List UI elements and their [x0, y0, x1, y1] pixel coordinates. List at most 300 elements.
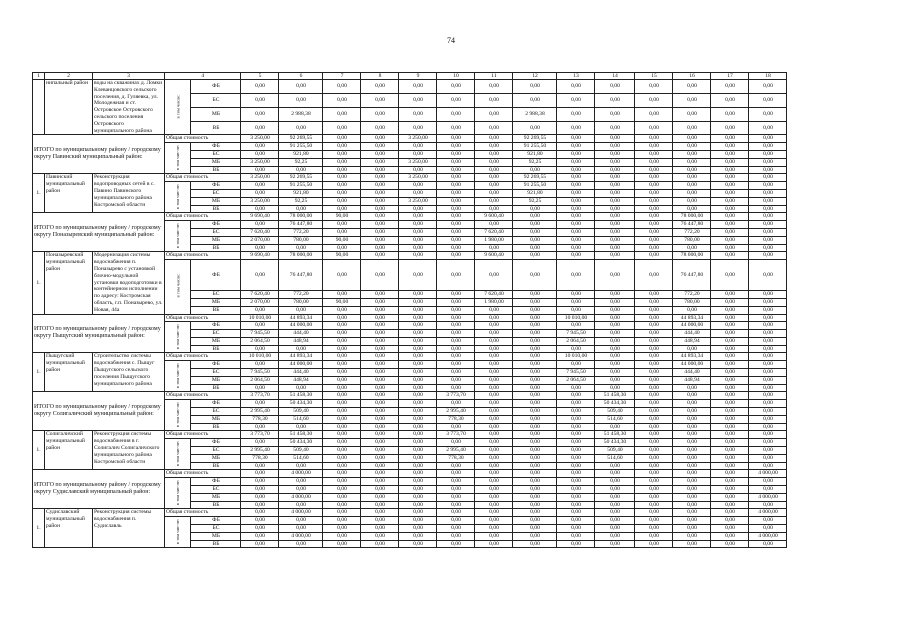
- value-cell: 0,00: [513, 314, 557, 322]
- value-cell: 0,00: [437, 135, 475, 143]
- value-cell: 0,00: [635, 540, 673, 548]
- value-cell: 0,00: [361, 236, 399, 244]
- value-cell: 0,00: [475, 260, 513, 291]
- value-cell: 0,00: [475, 439, 513, 447]
- value-cell: 0,00: [437, 150, 475, 158]
- row-label: ВБ: [191, 205, 241, 213]
- value-cell: 0,00: [399, 454, 437, 462]
- value-cell: 0,00: [595, 197, 635, 205]
- row-label: ВБ: [191, 501, 241, 509]
- column-number: 2: [45, 73, 93, 80]
- value-cell: 4 000,00: [749, 470, 787, 478]
- value-cell: 0,00: [361, 431, 399, 439]
- value-cell: 0,00: [557, 143, 595, 151]
- project-description: Реконструкция системы водоснабжения в г. Солигалич Солигаличского муниципального района Костромской области: [93, 431, 165, 470]
- row-label: МБ: [191, 493, 241, 501]
- value-cell: 0,00: [595, 509, 635, 517]
- value-cell: 0,00: [437, 337, 475, 345]
- value-cell: 0,00: [241, 400, 279, 408]
- value-cell: 0,00: [673, 517, 711, 525]
- value-cell: 0,00: [361, 400, 399, 408]
- value-cell: 0,00: [711, 80, 749, 94]
- value-cell: 0,00: [673, 408, 711, 416]
- value-cell: 0,00: [557, 107, 595, 121]
- value-cell: 0,00: [361, 182, 399, 190]
- value-cell: 0,00: [557, 392, 595, 400]
- value-cell: 0,00: [635, 221, 673, 229]
- row-label: ВБ: [191, 540, 241, 548]
- value-cell: 0,00: [711, 135, 749, 143]
- row-label: ВБ: [191, 345, 241, 353]
- value-cell: 0,00: [513, 376, 557, 384]
- value-cell: 0,00: [749, 423, 787, 431]
- value-cell: 0,00: [557, 478, 595, 486]
- value-cell: 0,00: [475, 540, 513, 548]
- value-cell: 0,00: [475, 182, 513, 190]
- value-cell: 0,00: [361, 478, 399, 486]
- value-cell: 0,00: [749, 158, 787, 166]
- value-cell: 2 064,50: [241, 376, 279, 384]
- value-cell: 50 434,30: [279, 400, 323, 408]
- row-label: ФБ: [191, 400, 241, 408]
- value-cell: 0,00: [475, 322, 513, 330]
- value-cell: 509,40: [279, 447, 323, 455]
- value-cell: 0,00: [361, 369, 399, 377]
- value-cell: 0,00: [361, 517, 399, 525]
- value-cell: 3 250,00: [241, 197, 279, 205]
- value-cell: 0,00: [595, 384, 635, 392]
- value-cell: 0,00: [323, 322, 361, 330]
- value-cell: 0,00: [475, 166, 513, 174]
- value-cell: 0,00: [673, 392, 711, 400]
- value-cell: 3 250,00: [399, 197, 437, 205]
- value-cell: 0,00: [749, 228, 787, 236]
- value-cell: 0,00: [595, 189, 635, 197]
- value-cell: 0,00: [635, 361, 673, 369]
- value-cell: 0,00: [595, 107, 635, 121]
- value-cell: 0,00: [399, 298, 437, 306]
- value-cell: 0,00: [749, 486, 787, 494]
- value-cell: 0,00: [513, 353, 557, 361]
- value-cell: 0,00: [557, 423, 595, 431]
- column-number: 4: [165, 73, 241, 80]
- value-cell: 0,00: [711, 532, 749, 540]
- value-cell: 0,00: [557, 493, 595, 501]
- value-cell: 0,00: [635, 143, 673, 151]
- value-cell: 0,00: [323, 540, 361, 548]
- value-cell: 0,00: [323, 478, 361, 486]
- value-cell: 0,00: [673, 182, 711, 190]
- value-cell: 0,00: [323, 174, 361, 182]
- value-cell: 0,00: [475, 525, 513, 533]
- value-cell: 51 458,30: [595, 431, 635, 439]
- value-cell: 0,00: [437, 384, 475, 392]
- district-total-title: ИТОГО по муниципальному району / городскому округу Солигаличский муниципальный район:: [33, 392, 165, 431]
- value-cell: 0,00: [513, 369, 557, 377]
- district-total-title: ИТОГО по муниципальному району / городскому округу Судиславский муниципальный район:: [33, 470, 165, 509]
- value-cell: 0,00: [361, 189, 399, 197]
- value-cell: 0,00: [279, 205, 323, 213]
- value-cell: 0,00: [711, 244, 749, 252]
- value-cell: 0,00: [361, 509, 399, 517]
- value-cell: 4 000,00: [279, 509, 323, 517]
- value-cell: 0,00: [673, 107, 711, 121]
- row-label: ФБ: [191, 478, 241, 486]
- value-cell: 0,00: [749, 244, 787, 252]
- value-cell: 0,00: [557, 454, 595, 462]
- value-cell: 921,80: [279, 150, 323, 158]
- value-cell: 0,00: [437, 462, 475, 470]
- value-cell: 0,00: [595, 423, 635, 431]
- value-cell: 0,00: [635, 197, 673, 205]
- value-cell: 0,00: [749, 447, 787, 455]
- value-cell: 3 250,00: [241, 135, 279, 143]
- value-cell: 0,00: [557, 384, 595, 392]
- row-label: БС: [191, 369, 241, 377]
- value-cell: 0,00: [557, 236, 595, 244]
- project-description: Модернизация системы водоснабжения п. Поназырево с установкой блочно-модульной установки водоподготовки в контейнерном исполнении по адресу: Костромская область, г.п. Поназырево, ул. Новая, 44а: [93, 252, 165, 314]
- value-cell: 0,00: [513, 540, 557, 548]
- value-cell: 0,00: [361, 423, 399, 431]
- value-cell: 44 893,34: [279, 353, 323, 361]
- column-number: 10: [437, 73, 475, 80]
- value-cell: 0,00: [475, 205, 513, 213]
- value-cell: 10 010,00: [241, 314, 279, 322]
- value-cell: 0,00: [749, 260, 787, 291]
- value-cell: 0,00: [323, 376, 361, 384]
- value-cell: 0,00: [475, 174, 513, 182]
- value-cell: 0,00: [673, 205, 711, 213]
- row-label: Общая стоимость: [165, 431, 241, 439]
- value-cell: 0,00: [513, 462, 557, 470]
- value-cell: 0,00: [437, 252, 475, 260]
- vertical-label-text: в том числе:: [175, 94, 181, 119]
- row-label: БС: [191, 228, 241, 236]
- vertical-label: [165, 182, 191, 213]
- value-cell: 0,00: [475, 517, 513, 525]
- value-cell: 0,00: [711, 540, 749, 548]
- value-cell: 0,00: [711, 447, 749, 455]
- value-cell: 0,00: [437, 107, 475, 121]
- value-cell: 0,00: [711, 361, 749, 369]
- row-number: [33, 80, 45, 135]
- value-cell: 0,00: [673, 486, 711, 494]
- value-cell: 0,00: [635, 392, 673, 400]
- value-cell: 0,00: [437, 423, 475, 431]
- value-cell: 0,00: [399, 462, 437, 470]
- value-cell: 0,00: [749, 392, 787, 400]
- value-cell: 0,00: [241, 182, 279, 190]
- value-cell: 0,00: [475, 158, 513, 166]
- vertical-label: [165, 80, 191, 135]
- value-cell: 9 600,40: [475, 213, 513, 221]
- value-cell: 0,00: [673, 345, 711, 353]
- total-row: [33, 213, 787, 221]
- value-cell: 0,00: [673, 470, 711, 478]
- table-body: [33, 73, 787, 548]
- row-label: ФБ: [191, 322, 241, 330]
- value-cell: 0,00: [437, 80, 475, 94]
- value-cell: 0,00: [711, 454, 749, 462]
- value-cell: 0,00: [513, 228, 557, 236]
- value-cell: 0,00: [323, 486, 361, 494]
- value-cell: 0,00: [361, 121, 399, 135]
- value-cell: 444,40: [279, 330, 323, 338]
- value-cell: 90,00: [323, 236, 361, 244]
- value-cell: 0,00: [749, 478, 787, 486]
- column-number: 3: [93, 73, 165, 80]
- value-cell: 0,00: [241, 205, 279, 213]
- value-cell: 0,00: [595, 143, 635, 151]
- value-cell: 0,00: [475, 306, 513, 314]
- value-cell: 0,00: [595, 493, 635, 501]
- value-cell: 0,00: [711, 107, 749, 121]
- value-cell: 0,00: [475, 493, 513, 501]
- value-cell: 0,00: [513, 423, 557, 431]
- vertical-label: [165, 361, 191, 392]
- value-cell: 509,40: [595, 408, 635, 416]
- row-label: Общая стоимость: [165, 392, 241, 400]
- row-label: ВБ: [191, 462, 241, 470]
- value-cell: 0,00: [711, 330, 749, 338]
- value-cell: 0,00: [513, 93, 557, 107]
- value-cell: 0,00: [749, 353, 787, 361]
- value-cell: 0,00: [475, 93, 513, 107]
- value-cell: 0,00: [557, 298, 595, 306]
- value-cell: 0,00: [749, 415, 787, 423]
- value-cell: 0,00: [241, 166, 279, 174]
- value-cell: 0,00: [323, 532, 361, 540]
- value-cell: 0,00: [557, 470, 595, 478]
- column-number: 12: [513, 73, 557, 80]
- value-cell: 0,00: [635, 423, 673, 431]
- value-cell: 0,00: [475, 470, 513, 478]
- value-cell: 0,00: [635, 400, 673, 408]
- value-cell: 92 269,55: [279, 174, 323, 182]
- value-cell: 0,00: [673, 462, 711, 470]
- value-cell: 0,00: [241, 121, 279, 135]
- value-cell: 0,00: [595, 470, 635, 478]
- value-cell: 0,00: [475, 314, 513, 322]
- value-cell: 0,00: [595, 353, 635, 361]
- value-cell: 0,00: [513, 252, 557, 260]
- value-cell: 0,00: [557, 501, 595, 509]
- value-cell: 0,00: [279, 384, 323, 392]
- value-cell: 0,00: [475, 150, 513, 158]
- value-cell: 0,00: [595, 174, 635, 182]
- value-cell: 0,00: [749, 540, 787, 548]
- value-cell: 0,00: [279, 478, 323, 486]
- value-cell: 0,00: [635, 369, 673, 377]
- value-cell: 0,00: [475, 415, 513, 423]
- row-label: ФБ: [191, 182, 241, 190]
- value-cell: 0,00: [437, 369, 475, 377]
- value-cell: 0,00: [595, 93, 635, 107]
- value-cell: 0,00: [399, 93, 437, 107]
- value-cell: 0,00: [399, 470, 437, 478]
- value-cell: 0,00: [513, 501, 557, 509]
- value-cell: 0,00: [399, 353, 437, 361]
- value-cell: 0,00: [361, 540, 399, 548]
- value-cell: 0,00: [635, 431, 673, 439]
- value-cell: 0,00: [241, 439, 279, 447]
- value-cell: 3 773,70: [437, 431, 475, 439]
- value-cell: 0,00: [399, 493, 437, 501]
- value-cell: 0,00: [361, 462, 399, 470]
- value-cell: 0,00: [749, 166, 787, 174]
- row-number: 1.: [33, 174, 45, 213]
- value-cell: 0,00: [241, 525, 279, 533]
- value-cell: 0,00: [635, 150, 673, 158]
- value-cell: 0,00: [557, 306, 595, 314]
- value-cell: 0,00: [635, 415, 673, 423]
- value-cell: 90,00: [323, 213, 361, 221]
- value-cell: 0,00: [711, 228, 749, 236]
- value-cell: 0,00: [437, 517, 475, 525]
- value-cell: 92 269,55: [513, 174, 557, 182]
- vertical-label-text: в том чис-ле:: [175, 362, 181, 389]
- value-cell: 76 447,80: [673, 260, 711, 291]
- column-number-row: [33, 73, 787, 80]
- row-label: МБ: [191, 298, 241, 306]
- value-cell: 0,00: [361, 107, 399, 121]
- value-cell: 0,00: [595, 205, 635, 213]
- value-cell: 0,00: [323, 415, 361, 423]
- value-cell: 10 010,00: [557, 353, 595, 361]
- value-cell: 44 000,00: [673, 322, 711, 330]
- value-cell: 0,00: [399, 532, 437, 540]
- value-cell: 0,00: [595, 135, 635, 143]
- value-cell: 0,00: [749, 135, 787, 143]
- row-label: ФБ: [191, 361, 241, 369]
- value-cell: 0,00: [399, 345, 437, 353]
- value-cell: 0,00: [241, 501, 279, 509]
- value-cell: 0,00: [595, 252, 635, 260]
- row-label: Общая стоимость: [165, 135, 241, 143]
- value-cell: 0,00: [475, 143, 513, 151]
- value-cell: 0,00: [557, 150, 595, 158]
- row-label: ВБ: [191, 121, 241, 135]
- value-cell: 10 010,00: [557, 314, 595, 322]
- value-cell: 0,00: [241, 384, 279, 392]
- value-cell: 0,00: [513, 384, 557, 392]
- value-cell: 0,00: [595, 213, 635, 221]
- value-cell: 0,00: [241, 189, 279, 197]
- value-cell: 0,00: [635, 517, 673, 525]
- value-cell: 0,00: [595, 478, 635, 486]
- value-cell: 0,00: [513, 454, 557, 462]
- value-cell: 3 250,00: [399, 174, 437, 182]
- value-cell: 0,00: [399, 369, 437, 377]
- total-row: [33, 135, 787, 143]
- row-number: 1.: [33, 509, 45, 548]
- value-cell: 0,00: [513, 291, 557, 299]
- value-cell: 0,00: [513, 213, 557, 221]
- value-cell: 0,00: [437, 376, 475, 384]
- value-cell: 0,00: [323, 353, 361, 361]
- value-cell: 0,00: [323, 197, 361, 205]
- value-cell: 0,00: [557, 400, 595, 408]
- value-cell: 0,00: [323, 143, 361, 151]
- value-cell: 0,00: [711, 392, 749, 400]
- value-cell: 0,00: [475, 221, 513, 229]
- vertical-label: [165, 517, 191, 548]
- value-cell: 780,00: [673, 236, 711, 244]
- value-cell: 921,80: [513, 189, 557, 197]
- value-cell: 0,00: [241, 244, 279, 252]
- value-cell: 0,00: [279, 517, 323, 525]
- value-cell: 0,00: [437, 532, 475, 540]
- district-total-title: ИТОГО по муниципальному району / городскому округу Пыщугский муниципальный район:: [33, 314, 165, 353]
- value-cell: 0,00: [635, 408, 673, 416]
- value-cell: 0,00: [361, 345, 399, 353]
- column-number: 9: [399, 73, 437, 80]
- value-cell: 0,00: [241, 540, 279, 548]
- value-cell: 0,00: [361, 80, 399, 94]
- value-cell: 0,00: [399, 540, 437, 548]
- value-cell: 0,00: [279, 525, 323, 533]
- value-cell: 91 255,50: [513, 143, 557, 151]
- value-cell: 0,00: [437, 330, 475, 338]
- value-cell: 0,00: [513, 260, 557, 291]
- value-cell: 1 980,00: [475, 236, 513, 244]
- value-cell: 0,00: [513, 298, 557, 306]
- district-name: Поназыревский муниципальный район: [45, 252, 93, 314]
- value-cell: 0,00: [635, 384, 673, 392]
- column-number: 18: [749, 73, 787, 80]
- project-row: [33, 509, 787, 517]
- value-cell: 0,00: [279, 121, 323, 135]
- value-cell: 0,00: [711, 345, 749, 353]
- value-cell: 0,00: [475, 423, 513, 431]
- value-cell: 0,00: [399, 189, 437, 197]
- value-cell: 50 434,30: [595, 400, 635, 408]
- value-cell: 0,00: [323, 517, 361, 525]
- value-cell: 0,00: [595, 462, 635, 470]
- value-cell: 0,00: [635, 493, 673, 501]
- row-label: БС: [191, 330, 241, 338]
- value-cell: 0,00: [361, 221, 399, 229]
- vertical-label: [165, 322, 191, 353]
- value-cell: 0,00: [361, 525, 399, 533]
- value-cell: 0,00: [361, 143, 399, 151]
- value-cell: 0,00: [557, 166, 595, 174]
- value-cell: 0,00: [635, 454, 673, 462]
- value-cell: 0,00: [323, 205, 361, 213]
- value-cell: 0,00: [635, 447, 673, 455]
- value-cell: 0,00: [711, 143, 749, 151]
- value-cell: 0,00: [513, 166, 557, 174]
- value-cell: 0,00: [513, 400, 557, 408]
- value-cell: 0,00: [513, 486, 557, 494]
- value-cell: 0,00: [323, 470, 361, 478]
- value-cell: 0,00: [635, 439, 673, 447]
- value-cell: 0,00: [635, 478, 673, 486]
- value-cell: 0,00: [437, 298, 475, 306]
- value-cell: 0,00: [673, 197, 711, 205]
- value-cell: 0,00: [323, 221, 361, 229]
- value-cell: 0,00: [475, 107, 513, 121]
- value-cell: 0,00: [437, 478, 475, 486]
- value-cell: 0,00: [557, 197, 595, 205]
- value-cell: 0,00: [437, 509, 475, 517]
- value-cell: 0,00: [557, 540, 595, 548]
- vertical-label: [165, 260, 191, 314]
- value-cell: 0,00: [241, 93, 279, 107]
- value-cell: 0,00: [323, 509, 361, 517]
- value-cell: 0,00: [635, 501, 673, 509]
- value-cell: 76 447,80: [279, 221, 323, 229]
